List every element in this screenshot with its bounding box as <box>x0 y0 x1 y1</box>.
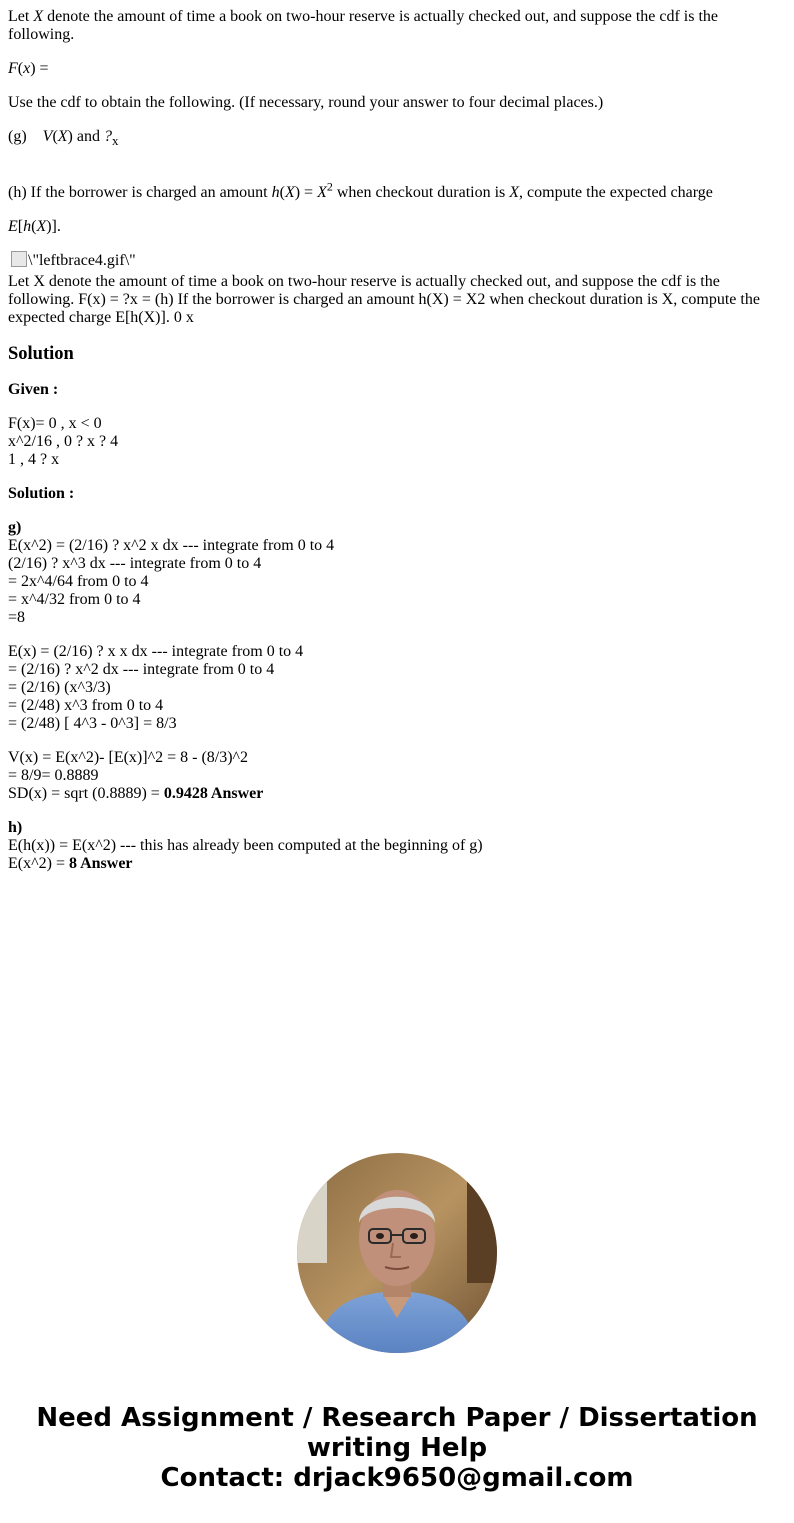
cdf-label: F(x) = <box>8 60 49 77</box>
part-h-solution <box>8 819 786 873</box>
question-intro: Let X denote the amount of time a book on two-hour reserve is actually checked out, and suppose the cdf is the following. <box>8 8 719 43</box>
h-answer: 8 Answer <box>68 855 133 873</box>
calc-line: (2/16) ? x^3 dx --- integrate from 0 to 4 <box>8 555 262 573</box>
part-g-expected-x-squared <box>8 519 786 627</box>
calc-line: V(x) = E(x^2)- [E(x)]^2 = 8 - (8/3)^2 <box>8 749 249 767</box>
spacer <box>8 166 786 184</box>
given-line: F(x)= 0 , x < 0 <box>8 415 102 433</box>
calc-line: E(h(x)) = E(x^2) --- this has already been computed at the beginning of g) <box>8 837 483 855</box>
given-label: Given : <box>8 381 59 399</box>
part-g-label: g) <box>8 519 22 537</box>
calc-line: E(x) = (2/16) ? x x dx --- integrate from 0 to 4 <box>8 643 304 661</box>
calc-line: E(x^2) = (2/16) ? x^2 x dx --- integrate from 0 to 4 <box>8 537 335 555</box>
footer-banner <box>0 1403 794 1493</box>
sd-line: SD(x) = sqrt (0.8889) = 0.9428 Answer <box>8 785 264 803</box>
part-g-expected-x <box>8 643 786 733</box>
sd-answer: 0.9428 Answer <box>163 785 264 803</box>
calc-line: = 8/9= 0.8889 <box>8 767 99 785</box>
footer-line: writing Help <box>306 1433 488 1463</box>
leftbrace-image <box>8 251 786 270</box>
h-answer-line: E(x^2) = 8 Answer <box>8 855 133 873</box>
calc-line: = 2x^4/64 from 0 to 4 <box>8 573 149 591</box>
given-line: x^2/16 , 0 ? x ? 4 <box>8 433 119 451</box>
question-repeat: Let X denote the amount of time a book on two-hour reserve is actually checked out, and suppose the cdf is the following. F(x) = ?x = (h) If the borrower is charged an amount h(X) = X2 when checkout duration is X, compute the expected charge E[h(X)]. 0 x <box>8 273 760 327</box>
calc-line: = (2/48) [ 4^3 - 0^3] = 8/3 <box>8 715 177 733</box>
calc-line: = (2/16) (x^3/3) <box>8 679 111 697</box>
instruction: Use the cdf to obtain the following. (If necessary, round your answer to four decimal places.) <box>8 94 604 111</box>
footer-line: Need Assignment / Research Paper / Dissertation <box>36 1403 758 1433</box>
part-h-prompt: (h) If the borrower is charged an amount $h(X) = X^2$ when checkout duration is X, compute the expected charge <box>8 179 713 202</box>
given-cdf <box>8 415 786 469</box>
calc-line: =8 <box>8 609 26 627</box>
part-g-prompt: (g) V(X) and $?_x$ <box>8 128 119 149</box>
broken-image-alt: \"leftbrace4.gif\" <box>28 252 136 270</box>
part-h-expression: E[h(X)]. <box>8 218 61 236</box>
calc-line: = (2/16) ? x^2 dx --- integrate from 0 to 4 <box>8 661 275 679</box>
solution-heading: Solution <box>8 344 74 365</box>
broken-image-icon <box>11 251 28 270</box>
calc-line: = x^4/32 from 0 to 4 <box>8 591 141 609</box>
tutor-avatar <box>297 1153 497 1353</box>
document-body <box>8 8 786 889</box>
solution-label: Solution : <box>8 485 75 503</box>
given-line: 1 , 4 ? x <box>8 451 60 469</box>
tutor-photo <box>297 1153 497 1353</box>
footer-contact: Contact: drjack9650@gmail.com <box>160 1463 634 1493</box>
part-g-variance <box>8 749 786 803</box>
part-h-label: h) <box>8 819 23 837</box>
calc-line: = (2/48) x^3 from 0 to 4 <box>8 697 164 715</box>
